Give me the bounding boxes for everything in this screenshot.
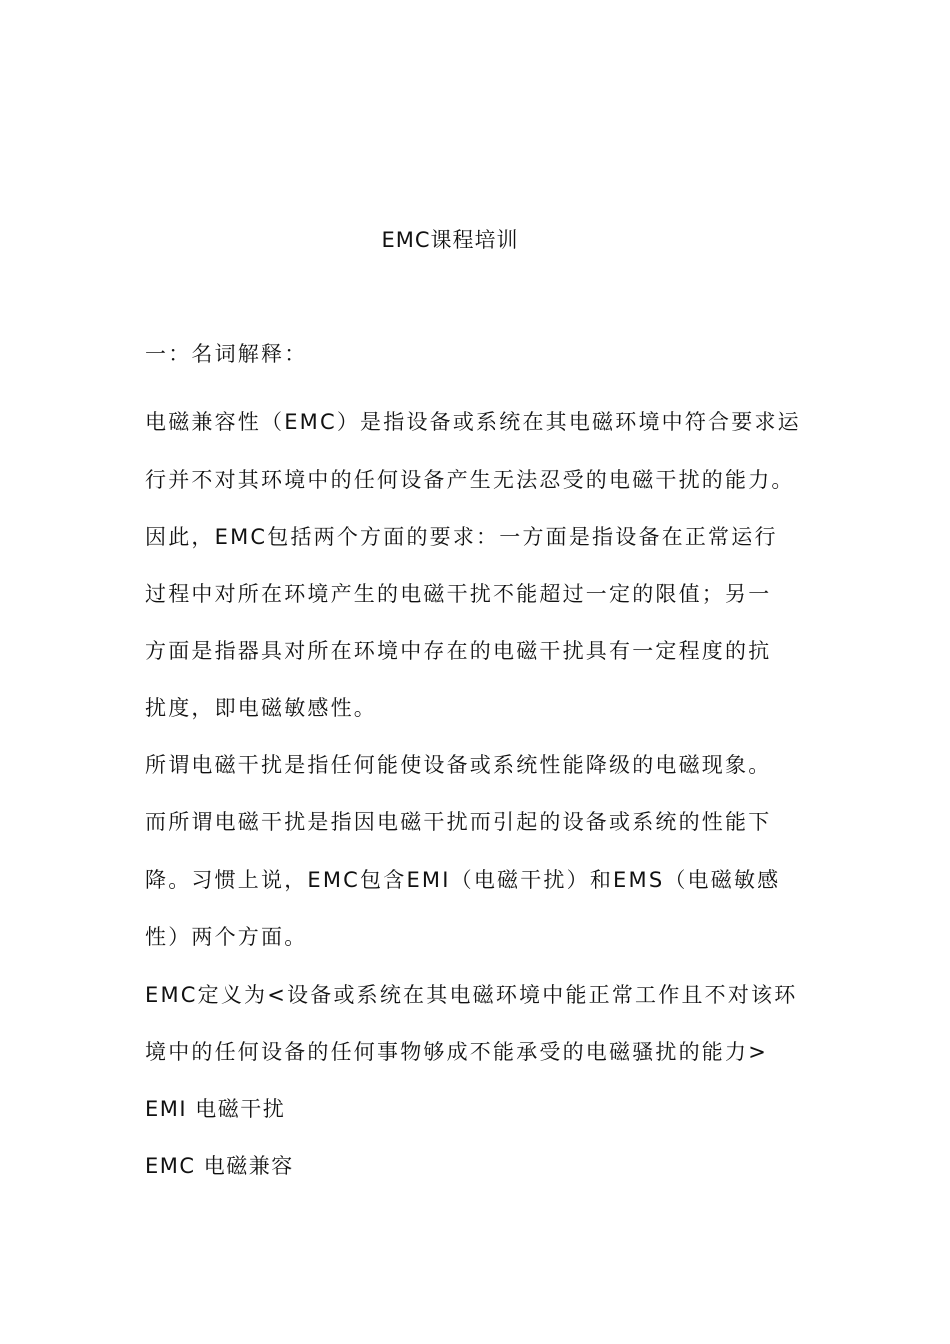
paragraph-line: 境中的任何设备的任何事物够成不能承受的电磁骚扰的能力> — [145, 1040, 768, 1064]
paragraph-line: 电磁兼容性（EMC）是指设备或系统在其电磁环境中符合要求运 — [145, 410, 801, 434]
paragraph-line: 扰度，即电磁敏感性。 — [145, 696, 377, 720]
paragraph-line: 性）两个方面。 — [145, 925, 308, 949]
paragraph-line: 过程中对所在环境产生的电磁干扰不能超过一定的限值；另一 — [145, 582, 772, 606]
document-title: EMC课程培训 — [381, 228, 519, 252]
paragraph-line: 行并不对其环境中的任何设备产生无法忍受的电磁干扰的能力。 — [145, 468, 795, 492]
paragraph-line: 而所谓电磁干扰是指因电磁干扰而引起的设备或系统的性能下 — [145, 810, 772, 834]
paragraph-line: 所谓电磁干扰是指任何能使设备或系统性能降级的电磁现象。 — [145, 753, 772, 777]
section-heading: 一：名词解释： — [145, 342, 308, 366]
paragraph-line: 降。习惯上说，EMC包含EMI（电磁干扰）和EMS（电磁敏感 — [145, 868, 781, 892]
paragraph-line: 方面是指器具对所在环境中存在的电磁干扰具有一定程度的抗 — [145, 639, 772, 663]
term-emi: EMI 电磁干扰 — [145, 1097, 286, 1121]
paragraph-line: 因此，EMC包括两个方面的要求：一方面是指设备在正常运行 — [145, 525, 778, 549]
term-emc: EMC 电磁兼容 — [145, 1154, 294, 1178]
paragraph-line: EMC定义为<设备或系统在其电磁环境中能正常工作且不对该环 — [145, 983, 798, 1007]
